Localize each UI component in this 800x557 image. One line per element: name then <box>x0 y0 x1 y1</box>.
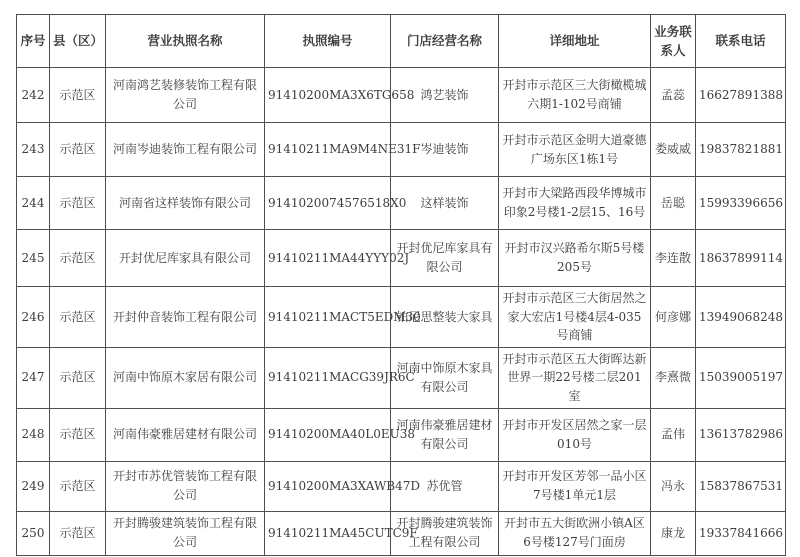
phone-cell: 19837821881 <box>696 123 786 177</box>
phone-cell: 15837867531 <box>696 461 786 511</box>
header-license-name: 营业执照名称 <box>106 15 265 68</box>
contact-cell: 冯永 <box>651 461 696 511</box>
contact-cell: 岳聪 <box>651 177 696 230</box>
phone-cell: 19337841666 <box>696 511 786 555</box>
store-name-cell: 这样装饰 <box>391 177 499 230</box>
table-body <box>17 68 786 556</box>
license-name-cell: 河南伟豪雅居建材有限公司 <box>106 408 265 461</box>
license-no-cell: 91410200MA40L0EU38 <box>265 408 391 461</box>
contact-cell: 何彦娜 <box>651 287 696 348</box>
license-no-cell: 91410211MA44YYY02J <box>265 230 391 287</box>
store-name-cell: 岑迪装饰 <box>391 123 499 177</box>
phone-cell: 13613782986 <box>696 408 786 461</box>
table-row <box>17 408 786 461</box>
store-name-cell: 鸿艺装饰 <box>391 68 499 123</box>
license-no-cell: 91410211MA45CUTC9F <box>265 511 391 555</box>
seq-cell: 246 <box>17 287 50 348</box>
license-name-cell: 开封腾骏建筑装饰工程有限公司 <box>106 511 265 555</box>
address-cell: 开封市示范区五大街晖达新世界一期22号楼二层201室 <box>499 347 651 408</box>
address-cell: 开封市示范区金明大道豪德广场东区1栋1号 <box>499 123 651 177</box>
license-name-cell: 河南鸿艺装修装饰工程有限公司 <box>106 68 265 123</box>
address-cell: 开封市汉兴路希尔斯5号楼205号 <box>499 230 651 287</box>
business-license-table <box>16 14 786 556</box>
license-name-cell: 开封优尼库家具有限公司 <box>106 230 265 287</box>
table-row <box>17 287 786 348</box>
license-no-cell: 91410211MACT5EDM30 <box>265 287 391 348</box>
district-cell: 示范区 <box>50 461 106 511</box>
phone-cell: 13949068248 <box>696 287 786 348</box>
seq-cell: 242 <box>17 68 50 123</box>
license-no-cell: 91410200MA3X6TG658 <box>265 68 391 123</box>
district-cell: 示范区 <box>50 123 106 177</box>
district-cell: 示范区 <box>50 287 106 348</box>
contact-cell: 娄威威 <box>651 123 696 177</box>
license-name-cell: 河南省这样装饰有限公司 <box>106 177 265 230</box>
district-cell: 示范区 <box>50 347 106 408</box>
contact-cell: 孟伟 <box>651 408 696 461</box>
phone-cell: 18637899114 <box>696 230 786 287</box>
header-phone: 联系电话 <box>696 15 786 68</box>
header-seq: 序号 <box>17 15 50 68</box>
store-name-cell: 苏优管 <box>391 461 499 511</box>
license-no-cell: 91410200MA3XAWB47D <box>265 461 391 511</box>
address-cell: 开封市示范区三大街居然之家大宏店1号楼4层4-035号商铺 <box>499 287 651 348</box>
phone-cell: 15039005197 <box>696 347 786 408</box>
address-cell: 开封市大梁路西段华博城市印象2号楼1-2层15、16号 <box>499 177 651 230</box>
store-name-cell: 开封腾骏建筑装饰工程有限公司 <box>391 511 499 555</box>
contact-cell: 李熹微 <box>651 347 696 408</box>
header-contact: 业务联系人 <box>651 15 696 68</box>
seq-cell: 244 <box>17 177 50 230</box>
table-row <box>17 347 786 408</box>
seq-cell: 243 <box>17 123 50 177</box>
table-row <box>17 68 786 123</box>
license-no-cell: 91410211MA9M4NE31F <box>265 123 391 177</box>
district-cell: 示范区 <box>50 408 106 461</box>
license-name-cell: 河南中饰原木家居有限公司 <box>106 347 265 408</box>
store-name-cell: 河南伟豪雅居建材有限公司 <box>391 408 499 461</box>
seq-cell: 250 <box>17 511 50 555</box>
store-name-cell: 开封优尼库家具有限公司 <box>391 230 499 287</box>
header-license-no: 执照编号 <box>265 15 391 68</box>
table-row <box>17 177 786 230</box>
license-name-cell: 河南岑迪装饰工程有限公司 <box>106 123 265 177</box>
address-cell: 开封市开发区居然之家一层010号 <box>499 408 651 461</box>
seq-cell: 247 <box>17 347 50 408</box>
seq-cell: 249 <box>17 461 50 511</box>
table-header-row <box>17 15 786 68</box>
phone-cell: 15993396656 <box>696 177 786 230</box>
district-cell: 示范区 <box>50 68 106 123</box>
address-cell: 开封市五大街欧洲小镇A区6号楼127号门面房 <box>499 511 651 555</box>
table-row <box>17 511 786 555</box>
seq-cell: 245 <box>17 230 50 287</box>
header-address: 详细地址 <box>499 15 651 68</box>
table-row <box>17 230 786 287</box>
table-row <box>17 123 786 177</box>
address-cell: 开封市开发区芳邻一品小区7号楼1单元1层 <box>499 461 651 511</box>
contact-cell: 康龙 <box>651 511 696 555</box>
license-no-cell: 9141020074576518X0 <box>265 177 391 230</box>
store-name-cell: 河南中饰原木家具有限公司 <box>391 347 499 408</box>
header-district: 县（区） <box>50 15 106 68</box>
district-cell: 示范区 <box>50 177 106 230</box>
license-name-cell: 开封市苏优管装饰工程有限公司 <box>106 461 265 511</box>
license-name-cell: 开封仲音装饰工程有限公司 <box>106 287 265 348</box>
contact-cell: 孟蕊 <box>651 68 696 123</box>
contact-cell: 李连散 <box>651 230 696 287</box>
district-cell: 示范区 <box>50 230 106 287</box>
district-cell: 示范区 <box>50 511 106 555</box>
table-row <box>17 461 786 511</box>
seq-cell: 248 <box>17 408 50 461</box>
phone-cell: 16627891388 <box>696 68 786 123</box>
address-cell: 开封市示范区三大街橄榄城六期1-102号商铺 <box>499 68 651 123</box>
license-no-cell: 91410211MACG39JR6C <box>265 347 391 408</box>
store-name-cell: 铂尼思整装大家具 <box>391 287 499 348</box>
header-store-name: 门店经营名称 <box>391 15 499 68</box>
